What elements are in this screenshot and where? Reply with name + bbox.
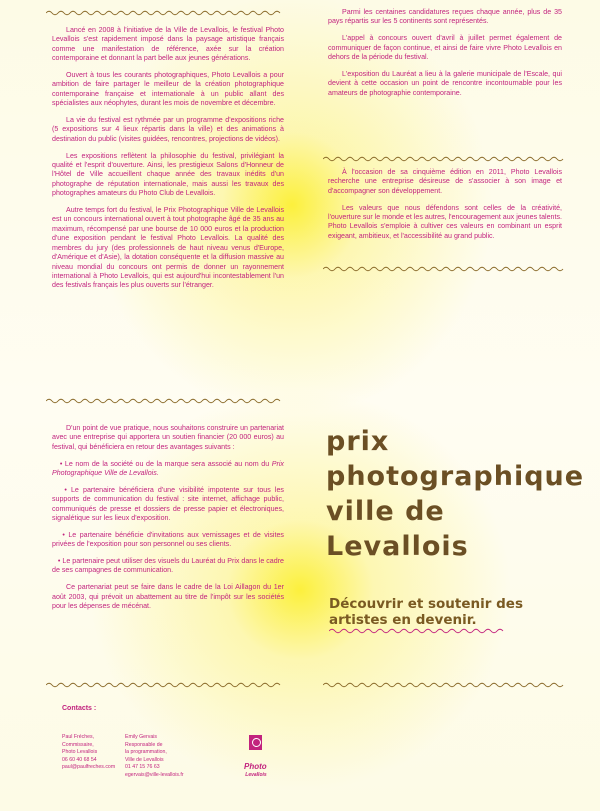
title-line-4: Levallois bbox=[326, 531, 469, 562]
exhibitions-paragraph: Les expositions reflètent la philosophie du festival, privilégiant la qualité et l'esprit d'ouverture. Ainsi, les prestigieux Salons d'Honneur de l'Hôtel de Ville accueillent chaque année des travaux inédits d'un photographe de réputation internationale, mais aussi les travaux des photographes amateurs du Photo Club de Levallois. bbox=[52, 151, 284, 198]
tagline bbox=[329, 596, 523, 628]
intro-column bbox=[52, 26, 284, 298]
benefit-item-name: • Le nom de la société ou de la marque sera associé au nom du Prix Photographique Ville de Levallois. bbox=[52, 459, 284, 478]
wave-divider-middle-right bbox=[323, 155, 567, 163]
sponsorship-column bbox=[52, 424, 284, 619]
applications-paragraph: Parmi les centaines candidatures reçues chaque année, plus de 35 pays répartis sur les 5 continents sont représentés. bbox=[328, 8, 562, 26]
benefit-item-visuals: • Le partenaire peut utiliser des visuels du Lauréat du Prix dans le cadre de ses campagnes de communication. bbox=[52, 557, 285, 575]
open-to-all-paragraph: Ouvert à tous les courants photographiques, Photo Levallois a pour ambition de faire partager le meilleur de la création photographique contemporaine française et internationale à un public allant des spécialistes aux néophytes, durant les mois de novembre et décembre. bbox=[52, 71, 284, 108]
partnership-column bbox=[328, 168, 562, 249]
laureate-exhibition-paragraph: L'exposition du Lauréat a lieu à la galerie municipale de l'Escale, qui devient à cette occasion un point de rencontre incontournable pour les amateurs de photographie contemporaine. bbox=[328, 69, 562, 97]
contest-column bbox=[328, 8, 562, 105]
fifth-edition-paragraph: À l'occasion de sa cinquième édition en 2011, Photo Levallois recherche une entreprise désireuse de s'associer à son image et d'accompagner son développement. bbox=[328, 168, 562, 195]
bullet-mark: • bbox=[57, 557, 61, 566]
contact-emily-email[interactable]: egervais@ville-levallois.fr bbox=[125, 771, 184, 778]
bullet-mark: • bbox=[64, 485, 67, 494]
contact-paul-email[interactable]: paul@paulfreches.com bbox=[62, 764, 116, 771]
prize-paragraph: Autre temps fort du festival, le Prix Photographique Ville de Levallois est un concours international ouvert à tout photographe âgé de 35 ans au maximum, récompensé par une bourse de 10 000 euros et la production d'une exposition pendant le festival Photo Levallois. La qualité des membres du jury (des professionnels de haut niveau venus d'Europe, d'Amérique et d'Asie), la dotation conséquente et la diffusion massive au niveau mondial du concours ont permis de donner un rayonnement international à Photo Levallois, qui est aujourd'hui incontestablement l'un des festivals français les plus ouverts sur l'étranger. bbox=[52, 206, 284, 290]
contact-emily: Emily Gervais Responsable de la programmation, Ville de Levallois 01 47 15 76 63 egervais@ville-levallois.fr bbox=[125, 734, 184, 778]
photo-levallois-logo: Photo Levallois bbox=[244, 762, 267, 778]
bullet-mark: • bbox=[59, 459, 63, 468]
tagline-underline bbox=[329, 627, 504, 635]
benefit-item-visibility: • Le partenaire bénéficiera d'une visibilité impotente sur tous les supports de communication du festival : site internet, affichage public, communiqués de presse et dossiers de presse papier et électroniques, signalétique sur les lieux d'exposition. bbox=[52, 485, 284, 523]
tax-law-paragraph: Ce partenariat peut se faire dans le cadre de la Loi Aillagon du 1er août 2003, qui prévoit un abattement au titre de l'impôt sur les sociétés pour les dépenses de mécénat. bbox=[52, 583, 284, 611]
wave-divider-bottom-right bbox=[323, 681, 567, 689]
intro-paragraph: Lancé en 2008 à l'initiative de la Ville de Levallois, le festival Photo Levallois s'est rapidement imposé dans la paysage artistique français comme une manifestation de référence, axée sur la création contemporaine et donnant la part belle aux jeunes générations. bbox=[52, 26, 284, 63]
wave-divider-center-left bbox=[46, 397, 286, 405]
practical-paragraph: D'un point de vue pratique, nous souhaitons construire un partenariat avec une entreprise qui apportera un soutien financier (20 000 euros) au festival, qui bénéficiera en retour des avantages suivants : bbox=[52, 424, 284, 451]
contacts-heading: Contacts : bbox=[62, 705, 97, 712]
prize-title bbox=[326, 424, 584, 564]
wave-divider-upper-right-bottom bbox=[323, 265, 567, 273]
wave-divider-top bbox=[46, 9, 286, 17]
contact-paul: Paul Fréches, Commissaire, Photo Levallois 06 60 40 68 54 paul@paulfreches.com bbox=[62, 734, 116, 771]
title-line-1: prix bbox=[326, 426, 390, 457]
tagline-line-1: Découvrir et soutenir des bbox=[329, 596, 523, 612]
tagline-line-2: artistes en devenir. bbox=[329, 612, 477, 628]
bullet-mark: • bbox=[62, 530, 65, 539]
title-line-3: ville de bbox=[326, 496, 445, 527]
call-for-entries-paragraph: L'appel à concours ouvert d'avril à juillet permet également de communiquer de façon continue, et ainsi de faire vivre Photo Levallois en dehors de la période du festival. bbox=[328, 34, 562, 62]
festival-rhythm-paragraph: La vie du festival est rythmée par un programme d'expositions riche (5 expositions sur 4 lieux répartis dans la ville) et des animations à destination du public (visites guidées, rencontres, projections de vidéos). bbox=[52, 116, 284, 143]
city-logo-icon bbox=[249, 735, 262, 750]
title-line-2: photographique bbox=[326, 461, 585, 492]
benefit-item-invitations: • Le partenaire bénéficie d'invitations aux vernissages et de visites privées de l'exposition pour son personnel ou ses clients. bbox=[52, 530, 284, 549]
values-paragraph: Les valeurs que nous défendons sont celles de la créativité, l'ouverture sur le monde et les autres, l'encouragement aux jeunes talents. Photo Levallois s'emploie à cultiver ces valeurs en combinant un esprit exigeant, ambitieux, et l'accessibilité au grand public. bbox=[328, 203, 562, 240]
wave-divider-bottom-left bbox=[46, 681, 286, 689]
